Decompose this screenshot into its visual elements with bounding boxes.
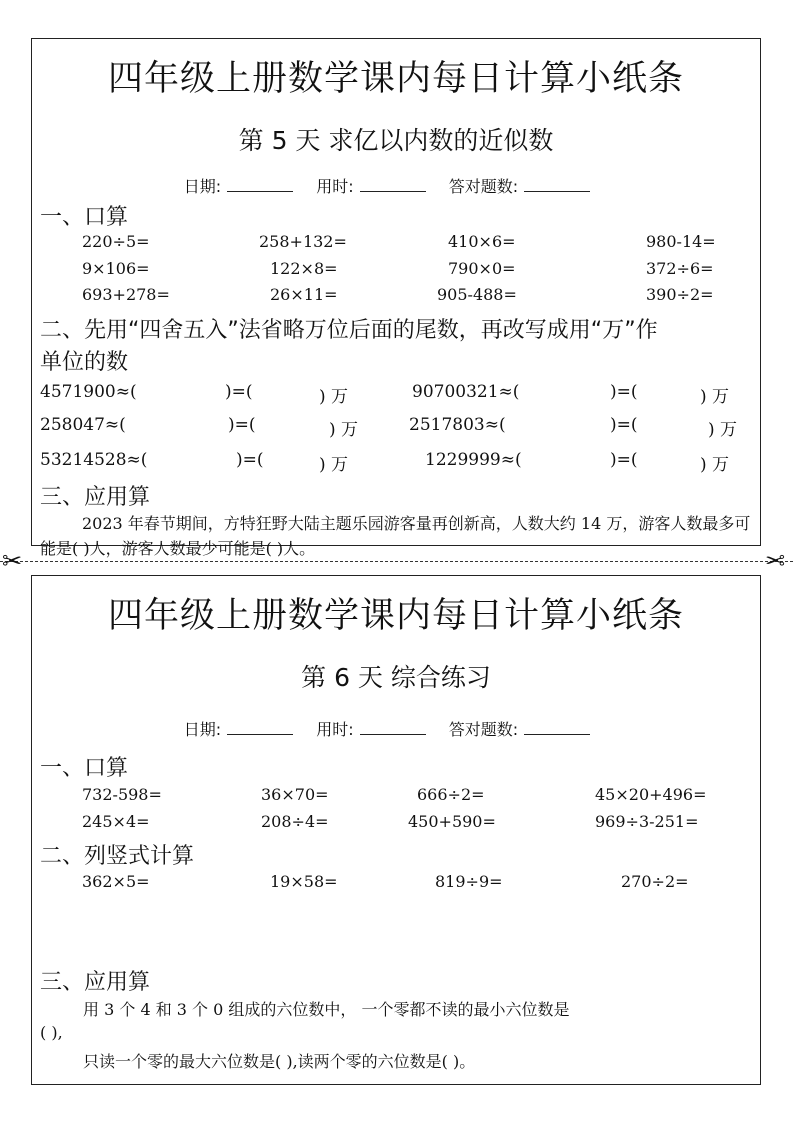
section-heading: 一、口算 [40, 205, 129, 230]
info-row [32, 717, 760, 740]
worksheet-day-6 [31, 575, 761, 1085]
scissors-icon: ✂ [2, 547, 23, 575]
section-heading: 三、应用算 [40, 970, 151, 995]
approx-wan: ) 万 [319, 387, 349, 407]
section-heading: 二、先用“四舍五入”法省略万位后面的尾数，再改写成用“万”作 [40, 318, 658, 343]
page-title: 四年级上册数学课内每日计算小纸条 [107, 596, 684, 636]
section-heading: 一、口算 [40, 756, 129, 781]
approx-number: 258047≈( [40, 415, 126, 435]
problem: 270÷2= [621, 872, 689, 891]
approx-number: 90700321≈( [412, 382, 520, 402]
word-problem: 2023 年春节期间，方特狂野大陆主题乐园游客量再创新高，人数大约 14 万，游客人数最多可能是( )人，游客人数最少可能是( )人。 [40, 514, 751, 558]
problem: 220÷5= [82, 232, 150, 251]
approx-number: 53214528≈( [40, 450, 148, 470]
approx-wan: ) 万 [700, 387, 730, 407]
problem: 258+132= [259, 232, 347, 251]
approx-equals: )=( [228, 415, 256, 435]
problem: 362×5= [82, 872, 150, 891]
info-row [32, 174, 760, 197]
problem: 372÷6= [646, 259, 714, 278]
problem: 390÷2= [646, 285, 714, 304]
problem: 36×70= [261, 785, 329, 804]
date-label: 日期: [183, 720, 222, 739]
day-subtitle: 第 6 天 综合练习 [301, 663, 491, 692]
worksheet-day-5 [31, 38, 761, 558]
section-heading: 二、列竖式计算 [40, 844, 195, 869]
section-heading-cont: 单位的数 [40, 350, 129, 375]
date-label: 日期: [183, 177, 222, 196]
scissors-icon: ✂ [765, 547, 786, 575]
correct-label: 答对题数: [448, 177, 519, 196]
problem: 122×8= [270, 259, 338, 278]
problem: 693+278= [82, 285, 170, 304]
problem: 9×106= [82, 259, 150, 278]
problem: 45×20+496= [595, 785, 707, 804]
date-field[interactable] [227, 177, 293, 192]
word-problem-line: 只读一个零的最大六位数是( ),读两个零的六位数是( )。 [83, 1052, 476, 1071]
approx-wan: ) 万 [329, 420, 359, 440]
word-problem-line: 用 3 个 4 和 3 个 0 组成的六位数中， 一个零都不读的最小六位数是 [83, 1000, 570, 1019]
correct-field[interactable] [524, 177, 590, 192]
problem: 666÷2= [417, 785, 485, 804]
problem: 245×4= [82, 812, 150, 831]
day-subtitle: 第 5 天 求亿以内数的近似数 [238, 126, 554, 155]
approx-wan: ) 万 [700, 455, 730, 475]
time-label: 用时: [316, 177, 354, 196]
time-label: 用时: [316, 720, 354, 739]
time-field[interactable] [360, 177, 426, 192]
problem: 450+590= [408, 812, 496, 831]
approx-wan: ) 万 [708, 420, 738, 440]
problem: 26×11= [270, 285, 338, 304]
word-problem-line: ( ), [40, 1023, 63, 1042]
correct-label: 答对题数: [448, 720, 519, 739]
section-heading: 三、应用算 [40, 485, 151, 510]
cut-line [0, 561, 793, 564]
problem: 208÷4= [261, 812, 329, 831]
approx-number: 2517803≈( [409, 415, 506, 435]
problem: 732-598= [82, 785, 162, 804]
approx-equals: )=( [236, 450, 264, 470]
problem: 819÷9= [435, 872, 503, 891]
approx-equals: )=( [225, 382, 253, 402]
approx-number: 4571900≈( [40, 382, 137, 402]
approx-equals: )=( [610, 382, 638, 402]
problem: 410×6= [448, 232, 516, 251]
approx-number: 1229999≈( [425, 450, 522, 470]
problem: 19×58= [270, 872, 338, 891]
problem: 905-488= [437, 285, 517, 304]
approx-wan: ) 万 [319, 455, 349, 475]
correct-field[interactable] [524, 720, 590, 735]
problem: 790×0= [448, 259, 516, 278]
page-title: 四年级上册数学课内每日计算小纸条 [107, 59, 684, 99]
problem: 969÷3-251= [595, 812, 699, 831]
approx-equals: )=( [610, 450, 638, 470]
approx-equals: )=( [610, 415, 638, 435]
problem: 980-14= [646, 232, 716, 251]
time-field[interactable] [360, 720, 426, 735]
date-field[interactable] [227, 720, 293, 735]
